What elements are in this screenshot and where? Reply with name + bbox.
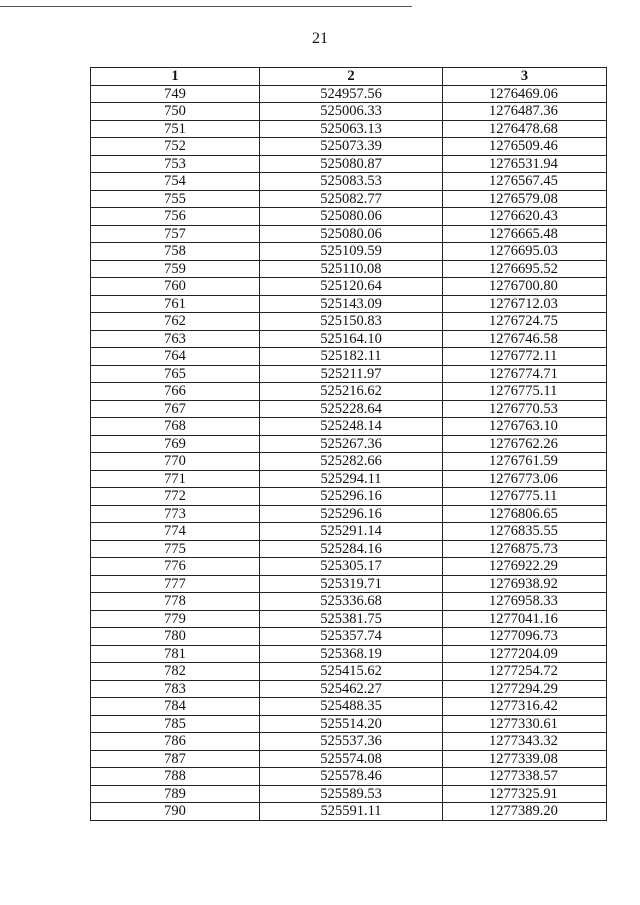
cell-y-coordinate: 1276665.48 (443, 225, 607, 243)
cell-point-number: 754 (91, 173, 260, 191)
cell-x-coordinate: 525574.08 (260, 750, 443, 768)
table-row (91, 470, 607, 488)
column-header-point: 1 (91, 68, 260, 86)
cell-x-coordinate: 525578.46 (260, 768, 443, 786)
cell-y-coordinate: 1277096.73 (443, 628, 607, 646)
cell-point-number: 757 (91, 225, 260, 243)
cell-y-coordinate: 1276775.11 (443, 383, 607, 401)
cell-point-number: 772 (91, 488, 260, 506)
cell-y-coordinate: 1277339.08 (443, 750, 607, 768)
cell-y-coordinate: 1276773.06 (443, 470, 607, 488)
column-header-y: 3 (443, 68, 607, 86)
table-row (91, 575, 607, 593)
cell-x-coordinate: 525216.62 (260, 383, 443, 401)
cell-x-coordinate: 525063.13 (260, 120, 443, 138)
table-row (91, 505, 607, 523)
table-row (91, 120, 607, 138)
cell-x-coordinate: 525488.35 (260, 698, 443, 716)
cell-point-number: 759 (91, 260, 260, 278)
cell-x-coordinate: 525381.75 (260, 610, 443, 628)
cell-x-coordinate: 525462.27 (260, 680, 443, 698)
table-row (91, 85, 607, 103)
cell-x-coordinate: 525336.68 (260, 593, 443, 611)
cell-point-number: 774 (91, 523, 260, 541)
cell-y-coordinate: 1276763.10 (443, 418, 607, 436)
table-row (91, 523, 607, 541)
cell-x-coordinate: 525164.10 (260, 330, 443, 348)
cell-y-coordinate: 1276958.33 (443, 593, 607, 611)
cell-point-number: 789 (91, 785, 260, 803)
table-row (91, 715, 607, 733)
table-row (91, 348, 607, 366)
cell-point-number: 790 (91, 803, 260, 821)
cell-y-coordinate: 1276487.36 (443, 103, 607, 121)
cell-point-number: 770 (91, 453, 260, 471)
table-row (91, 698, 607, 716)
coordinates-table (90, 67, 607, 821)
table-row (91, 540, 607, 558)
cell-x-coordinate: 525082.77 (260, 190, 443, 208)
cell-point-number: 777 (91, 575, 260, 593)
cell-x-coordinate: 525319.71 (260, 575, 443, 593)
table-row (91, 435, 607, 453)
table-row (91, 103, 607, 121)
cell-y-coordinate: 1276509.46 (443, 138, 607, 156)
table-body (91, 85, 607, 820)
table-row (91, 260, 607, 278)
cell-x-coordinate: 525296.16 (260, 505, 443, 523)
table-row (91, 418, 607, 436)
table-row (91, 330, 607, 348)
table-row (91, 558, 607, 576)
cell-y-coordinate: 1276835.55 (443, 523, 607, 541)
table-row (91, 295, 607, 313)
cell-point-number: 781 (91, 645, 260, 663)
cell-y-coordinate: 1276567.45 (443, 173, 607, 191)
table-row (91, 313, 607, 331)
cell-x-coordinate: 525248.14 (260, 418, 443, 436)
cell-x-coordinate: 525120.64 (260, 278, 443, 296)
cell-y-coordinate: 1277316.42 (443, 698, 607, 716)
cell-y-coordinate: 1276806.65 (443, 505, 607, 523)
cell-point-number: 758 (91, 243, 260, 261)
cell-x-coordinate: 525267.36 (260, 435, 443, 453)
cell-point-number: 755 (91, 190, 260, 208)
cell-y-coordinate: 1276724.75 (443, 313, 607, 331)
cell-x-coordinate: 525182.11 (260, 348, 443, 366)
cell-y-coordinate: 1277041.16 (443, 610, 607, 628)
cell-point-number: 768 (91, 418, 260, 436)
cell-y-coordinate: 1276531.94 (443, 155, 607, 173)
cell-x-coordinate: 525282.66 (260, 453, 443, 471)
cell-x-coordinate: 525150.83 (260, 313, 443, 331)
cell-point-number: 773 (91, 505, 260, 523)
cell-y-coordinate: 1277389.20 (443, 803, 607, 821)
cell-x-coordinate: 525143.09 (260, 295, 443, 313)
cell-y-coordinate: 1276579.08 (443, 190, 607, 208)
cell-point-number: 765 (91, 365, 260, 383)
table-row (91, 453, 607, 471)
cell-point-number: 753 (91, 155, 260, 173)
cell-x-coordinate: 525294.11 (260, 470, 443, 488)
cell-point-number: 785 (91, 715, 260, 733)
cell-x-coordinate: 525109.59 (260, 243, 443, 261)
cell-x-coordinate: 525291.14 (260, 523, 443, 541)
table-row (91, 208, 607, 226)
cell-y-coordinate: 1277294.29 (443, 680, 607, 698)
cell-y-coordinate: 1277338.57 (443, 768, 607, 786)
table-row (91, 383, 607, 401)
cell-point-number: 750 (91, 103, 260, 121)
cell-x-coordinate: 525083.53 (260, 173, 443, 191)
cell-point-number: 756 (91, 208, 260, 226)
cell-x-coordinate: 525228.64 (260, 400, 443, 418)
cell-y-coordinate: 1276620.43 (443, 208, 607, 226)
cell-x-coordinate: 525073.39 (260, 138, 443, 156)
cell-y-coordinate: 1277254.72 (443, 663, 607, 681)
cell-point-number: 766 (91, 383, 260, 401)
table-row (91, 138, 607, 156)
cell-y-coordinate: 1276469.06 (443, 85, 607, 103)
table-row (91, 803, 607, 821)
cell-x-coordinate: 525514.20 (260, 715, 443, 733)
cell-y-coordinate: 1276478.68 (443, 120, 607, 138)
table-row (91, 243, 607, 261)
cell-point-number: 787 (91, 750, 260, 768)
cell-point-number: 752 (91, 138, 260, 156)
table-row (91, 173, 607, 191)
table-row (91, 225, 607, 243)
cell-y-coordinate: 1276700.80 (443, 278, 607, 296)
table-row (91, 628, 607, 646)
cell-point-number: 778 (91, 593, 260, 611)
table-row (91, 785, 607, 803)
cell-y-coordinate: 1276922.29 (443, 558, 607, 576)
cell-point-number: 769 (91, 435, 260, 453)
table-row (91, 680, 607, 698)
cell-point-number: 780 (91, 628, 260, 646)
cell-y-coordinate: 1276772.11 (443, 348, 607, 366)
cell-y-coordinate: 1276770.53 (443, 400, 607, 418)
cell-point-number: 767 (91, 400, 260, 418)
cell-y-coordinate: 1276712.03 (443, 295, 607, 313)
cell-point-number: 749 (91, 85, 260, 103)
cell-point-number: 784 (91, 698, 260, 716)
table-row (91, 365, 607, 383)
cell-point-number: 786 (91, 733, 260, 751)
cell-x-coordinate: 525591.11 (260, 803, 443, 821)
cell-point-number: 775 (91, 540, 260, 558)
cell-x-coordinate: 525589.53 (260, 785, 443, 803)
cell-x-coordinate: 525006.33 (260, 103, 443, 121)
table-row (91, 645, 607, 663)
table-row (91, 488, 607, 506)
table-row (91, 768, 607, 786)
cell-y-coordinate: 1277330.61 (443, 715, 607, 733)
cell-y-coordinate: 1276775.11 (443, 488, 607, 506)
table-row (91, 663, 607, 681)
cell-x-coordinate: 525080.06 (260, 225, 443, 243)
cell-point-number: 788 (91, 768, 260, 786)
table-row (91, 155, 607, 173)
cell-y-coordinate: 1276761.59 (443, 453, 607, 471)
cell-y-coordinate: 1276746.58 (443, 330, 607, 348)
cell-point-number: 782 (91, 663, 260, 681)
cell-y-coordinate: 1276875.73 (443, 540, 607, 558)
table-row (91, 733, 607, 751)
cell-point-number: 763 (91, 330, 260, 348)
table-row (91, 278, 607, 296)
table-row (91, 400, 607, 418)
cell-point-number: 779 (91, 610, 260, 628)
cell-point-number: 751 (91, 120, 260, 138)
cell-x-coordinate: 525080.06 (260, 208, 443, 226)
top-rule (0, 6, 412, 7)
table-row (91, 610, 607, 628)
cell-x-coordinate: 525357.74 (260, 628, 443, 646)
cell-y-coordinate: 1276695.03 (443, 243, 607, 261)
table-header-row (91, 68, 607, 86)
cell-x-coordinate: 525537.36 (260, 733, 443, 751)
cell-y-coordinate: 1276762.26 (443, 435, 607, 453)
table-row (91, 593, 607, 611)
cell-point-number: 783 (91, 680, 260, 698)
cell-y-coordinate: 1276695.52 (443, 260, 607, 278)
cell-point-number: 776 (91, 558, 260, 576)
cell-x-coordinate: 525305.17 (260, 558, 443, 576)
cell-x-coordinate: 525110.08 (260, 260, 443, 278)
cell-x-coordinate: 525080.87 (260, 155, 443, 173)
cell-x-coordinate: 524957.56 (260, 85, 443, 103)
cell-y-coordinate: 1277343.32 (443, 733, 607, 751)
cell-x-coordinate: 525415.62 (260, 663, 443, 681)
cell-y-coordinate: 1277204.09 (443, 645, 607, 663)
cell-point-number: 762 (91, 313, 260, 331)
cell-point-number: 760 (91, 278, 260, 296)
cell-x-coordinate: 525368.19 (260, 645, 443, 663)
cell-point-number: 764 (91, 348, 260, 366)
cell-x-coordinate: 525211.97 (260, 365, 443, 383)
cell-y-coordinate: 1276774.71 (443, 365, 607, 383)
cell-y-coordinate: 1277325.91 (443, 785, 607, 803)
table-row (91, 190, 607, 208)
cell-point-number: 761 (91, 295, 260, 313)
page-number: 21 (312, 30, 328, 47)
cell-x-coordinate: 525284.16 (260, 540, 443, 558)
cell-y-coordinate: 1276938.92 (443, 575, 607, 593)
column-header-x: 2 (260, 68, 443, 86)
table-row (91, 750, 607, 768)
cell-x-coordinate: 525296.16 (260, 488, 443, 506)
cell-point-number: 771 (91, 470, 260, 488)
